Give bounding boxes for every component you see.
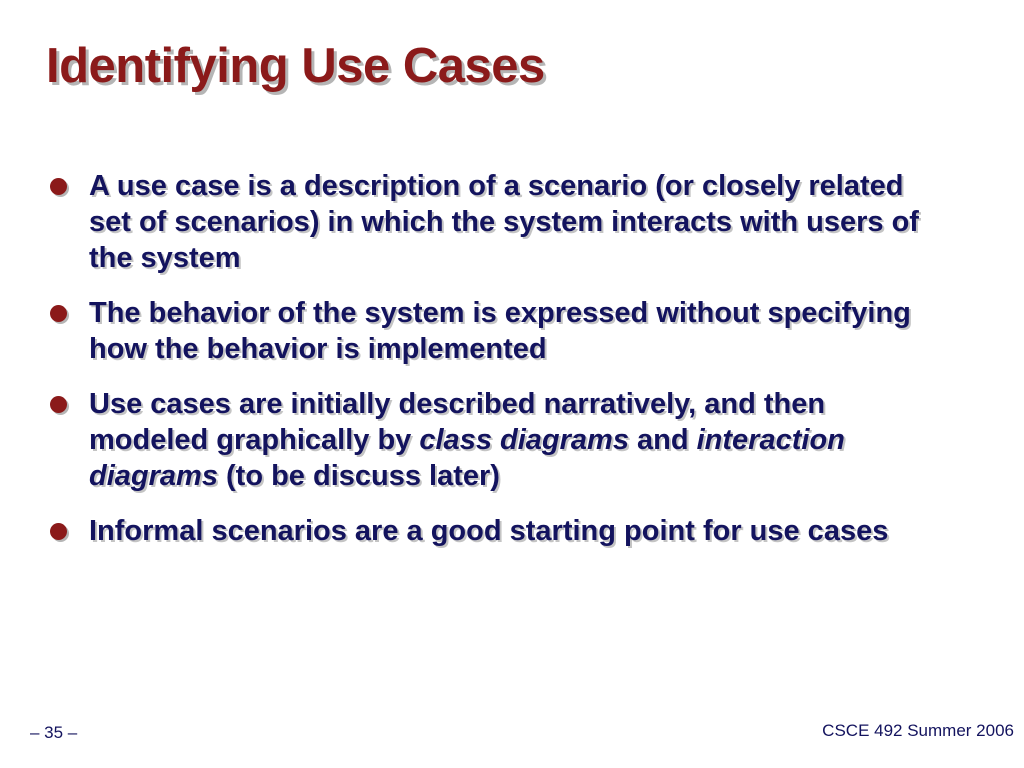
bullet-item-behavior xyxy=(48,295,948,367)
bullet-text-before: Use cases are initially described narratively, and then modeled graphically by xyxy=(89,388,826,456)
bullet-dot-icon xyxy=(50,396,67,413)
bullet-text-middle: and xyxy=(628,424,697,456)
bullet-text xyxy=(89,388,845,492)
bullet-item-modeling xyxy=(48,386,948,494)
bullet-item-informal-scenarios xyxy=(48,513,948,549)
bullet-list xyxy=(48,168,948,568)
bullet-dot-icon xyxy=(50,178,67,195)
emphasis-interaction-diagrams: interaction diagrams xyxy=(89,424,845,492)
bullet-text-after: (to be discuss later) xyxy=(217,460,500,492)
page-number: – 35 – xyxy=(30,723,78,742)
bullet-dot-icon xyxy=(50,305,67,322)
bullet-text: The behavior of the system is expressed without specifying how the behavior is implemented xyxy=(89,297,911,365)
emphasis-class-diagrams: class diagrams xyxy=(419,424,629,456)
bullet-text: Informal scenarios are a good starting point for use cases xyxy=(89,515,889,547)
bullet-dot-icon xyxy=(50,523,67,540)
slide-title: Identifying Use Cases xyxy=(46,39,545,93)
bullet-text: A use case is a description of a scenario (or closely related set of scenarios) in which the system interacts with users of the system xyxy=(89,170,919,274)
footer-course-label: CSCE 492 Summer 2006 xyxy=(822,721,1014,740)
bullet-item-use-case-definition xyxy=(48,168,948,276)
